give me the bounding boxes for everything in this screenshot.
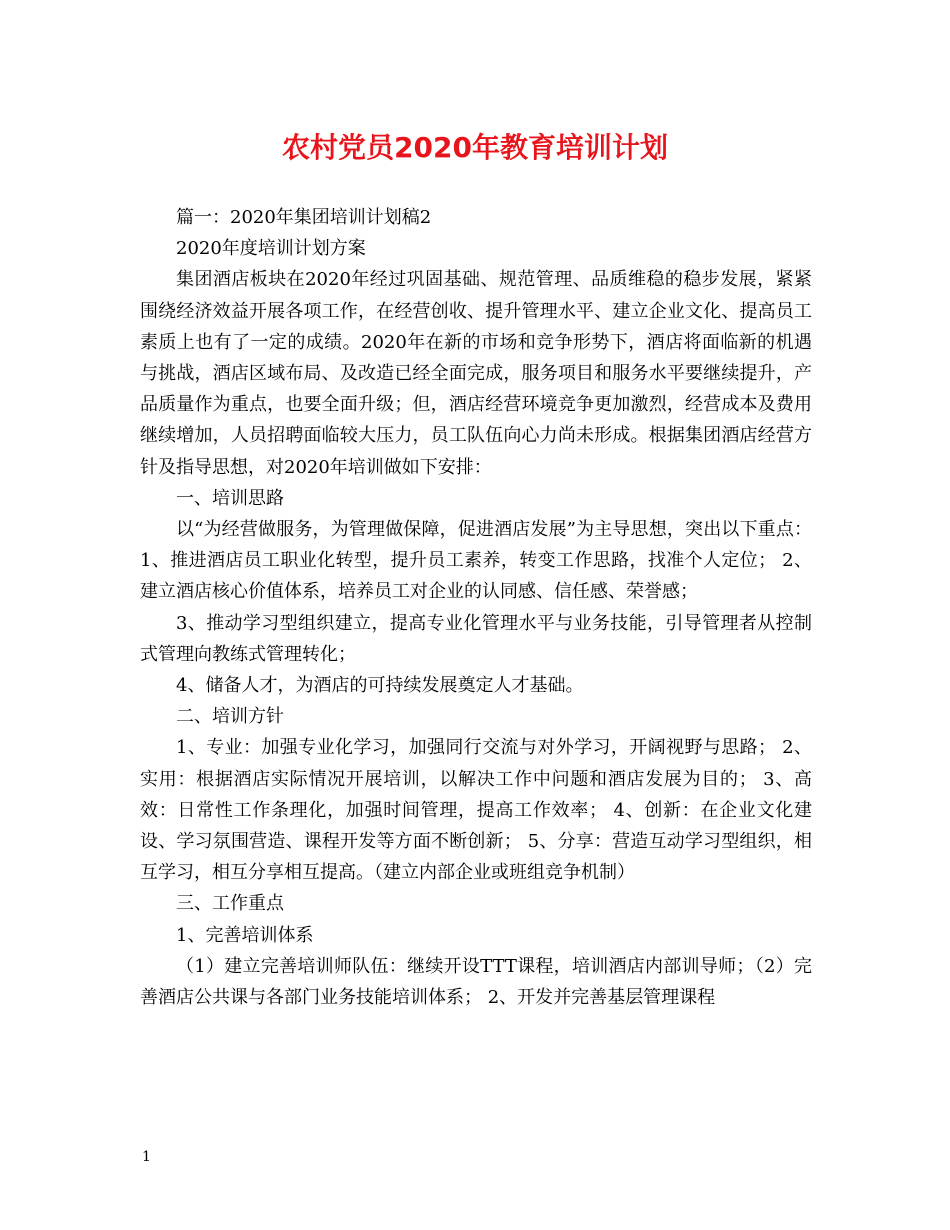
document-title: 农村党员2020年教育培训计划 xyxy=(282,131,668,164)
paragraph-learning-organization: 3、推动学习型组织建立，提高专业化管理水平与业务技能，引导管理者从控制式管理向教练式管理转化； xyxy=(140,612,812,665)
paragraph-heading-work-focus: 三、工作重点 xyxy=(176,893,284,915)
paragraph-heading-training-policy: 二、培训方针 xyxy=(176,706,284,728)
document-body xyxy=(140,202,812,1013)
paragraph-training-ideas: 以“为经营做服务，为管理做保障，促进酒店发展”为主导思想，突出以下重点： 1、推进酒店员工职业化转型，提升员工素养，转变工作思路，找准个人定位； 2、建立酒店核心价值体系，培养员工对企业的认同感、信任感、荣誉感； xyxy=(140,519,812,603)
paragraph-heading-training-ideas: 一、培训思路 xyxy=(176,487,284,509)
paragraph-talent-reserve: 4、储备人才，为酒店的可持续发展奠定人才基础。 xyxy=(176,675,584,697)
paragraph-trainer-team: （1）建立完善培训师队伍：继续开设TTT课程，培训酒店内部训导师；（2）完善酒店公共课与各部门业务技能培训体系； 2、开发并完善基层管理课程 xyxy=(140,955,812,1009)
paragraph-intro: 集团酒店板块在2020年经过巩固基础、规范管理、品质维稳的稳步发展，紧紧围绕经济效益开展各项工作，在经营创收、提升管理水平、建立企业文化、提高员工素质上也有了一定的成绩。2020年在新的市场和竞争形势下，酒店将面临新的机遇与挑战，酒店区域布局、及改造已经全面完成，服务项目和服务水平要继续提升，产品质量作为重点，也要全面升级；但，酒店经营环境竞争更加激烈，经营成本及费用继续增加，人员招聘面临较大压力，员工队伍向心力尚未形成。根据集团酒店经营方针及指导思想，对2020年培训做如下安排： xyxy=(140,269,812,478)
paragraph-section-heading: 篇一：2020年集团培训计划稿2 xyxy=(176,207,432,228)
paragraph-plan-title: 2020年度培训计划方案 xyxy=(176,238,366,260)
paragraph-training-policy: 1、专业：加强专业化学习，加强同行交流与对外学习，开阔视野与思路； 2、实用：根据酒店实际情况开展培训，以解决工作中问题和酒店发展为目的； 3、高效：日常性工作条理化，加强时间管理，提高工作效率； 4、创新：在企业文化建设、学习氛围营造、课程开发等方面不断创新； 5、分享：营造互动学习型组织，相互学习，相互分享相互提高。（建立内部企业或班组竞争机制） xyxy=(140,737,812,884)
page-number: 1 xyxy=(142,1149,151,1165)
paragraph-improve-system: 1、完善培训体系 xyxy=(176,924,314,946)
